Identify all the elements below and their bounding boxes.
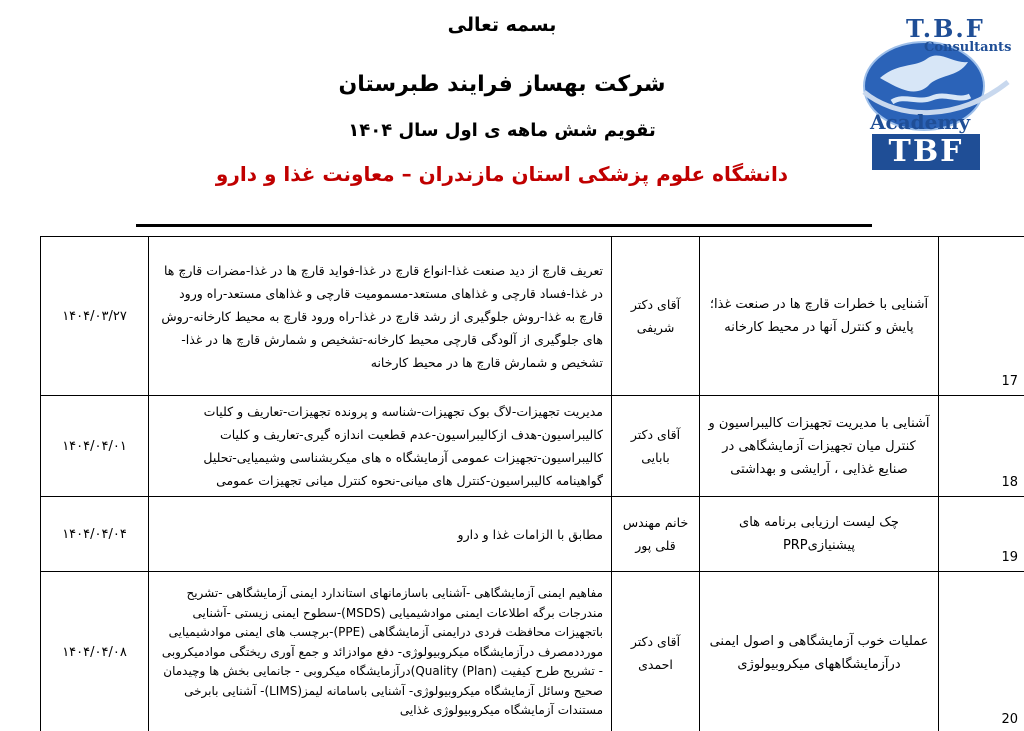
table-row <box>41 237 1024 396</box>
header-divider <box>136 224 872 227</box>
document-header <box>0 0 1024 230</box>
row-teacher: خانم مهندس قلی پور <box>612 497 700 572</box>
row-number: 17 <box>939 237 1024 396</box>
table-row <box>41 572 1024 731</box>
row-title: آشنایی با خطرات قارچ ها در صنعت غذا؛ پایش و کنترل آنها در محیط کارخانه <box>700 237 939 396</box>
row-date: ۱۴۰۴/۰۴/۰۱ <box>41 396 149 497</box>
row-title: آشنایی با مدیریت تجهیزات کالیبراسیون و کنترل میان تجهیزات آزمایشگاهی در صنایع غذایی ، آرایشی و بهداشتی <box>700 396 939 497</box>
row-description: مفاهیم ایمنی آزمایشگاهی -آشنایی باسازمانهای استاندارد ایمنی آزمایشگاهی -تشریح مندرجات برگه اطلاعات ایمنی موادشیمیایی (MSDS)-سطوح ایمنی زیستی -آشنایی باتجهیزات محافظت فردی درایمنی آزمایشگاهی (PPE)-برچسب های ایمنی موادشیمیایی مورددمصرف درآزمایشگاه میکروبیولوژی- دفع موادزائد و جمع آوری ریختگی موادمیکروبی - تشریح طرح کیفیت (Plan) Quality)درآزمایشگاه میکروبی - جانمایی بخش ها وچیدمان صحیح وسائل آزمایشگاه میکروبیولوژی- آشنایی باسامانه لیمز(LIMS)- آشنایی بابرخی مستندات آزمایشگاه میکروبیولوژی غذایی <box>149 572 612 731</box>
row-number: 20 <box>939 572 1024 731</box>
logo-tbf-box: TBF <box>872 134 980 170</box>
row-description: مدیریت تجهیزات-لاگ بوک تجهیزات-شناسه و پرونده تجهیزات-تعاریف و کلیات کالیبراسیون-هدف ازکالیبراسیون-عدم قطعیت اندازه گیری-تعاریف و کلیات کالیبراسیون-تجهیزات عمومی آزمایشگاه ه های میکربشناسی وشیمیایی-تحلیل گواهینامه کالیبراسیون-کنترل های میانی-نحوه کنترل میانی تجهیزات عمومی <box>149 396 612 497</box>
tbf-academy-logo <box>858 14 1018 170</box>
row-teacher: آقای دکتر بابایی <box>612 396 700 497</box>
basmala-heading: بسمه تعالی <box>447 14 557 36</box>
course-schedule-table <box>40 236 1024 731</box>
row-date: ۱۴۰۴/۰۴/۰۸ <box>41 572 149 731</box>
logo-consultants-text: Consultants <box>924 40 1012 55</box>
row-number: 19 <box>939 497 1024 572</box>
logo-tbf-text: T.B.F <box>906 14 985 43</box>
row-teacher: آقای دکتر احمدی <box>612 572 700 731</box>
row-description: مطابق با الزامات غذا و دارو <box>149 497 612 572</box>
table-row <box>41 396 1024 497</box>
row-title: عملیات خوب آزمایشگاهی و اصول ایمنی درآزمایشگاههای میکروبیولوژی <box>700 572 939 731</box>
row-date: ۱۴۰۴/۰۴/۰۴ <box>41 497 149 572</box>
row-description: تعریف قارچ از دید صنعت غذا-انواع قارچ در غذا-فواید قارچ ها در غذا-مضرات قارچ ها در غذا-فساد قارچی و غذاهای مستعد-مسمومیت قارچی و غذاهای مستعد-راه ورود قارچ به غذا-روش جلوگیری از رشد قارچ در غذا-راه ورود قارچ به محیط کارخانه-روش های جلوگیری از آلودگی قارچی محیط کارخانه-تشخیص و شمارش قارچ ها در غذا-تشخیص و شمارش قارچ ها در محیط کارخانه <box>149 237 612 396</box>
company-name: شرکت بهساز فرایند طبرستان <box>338 72 666 97</box>
logo-academy-text: Academy <box>870 110 971 134</box>
university-title: دانشگاه علوم پزشکی استان مازندران – معاونت غذا و دارو <box>215 162 789 186</box>
row-date: ۱۴۰۴/۰۳/۲۷ <box>41 237 149 396</box>
row-title: چک لیست ارزیابی برنامه های پیشنیازیPRP <box>700 497 939 572</box>
calendar-title: تقویم شش ماهه ی اول سال ۱۴۰۴ <box>348 120 656 141</box>
table-row <box>41 497 1024 572</box>
row-number: 18 <box>939 396 1024 497</box>
row-teacher: آقای دکتر شریفی <box>612 237 700 396</box>
